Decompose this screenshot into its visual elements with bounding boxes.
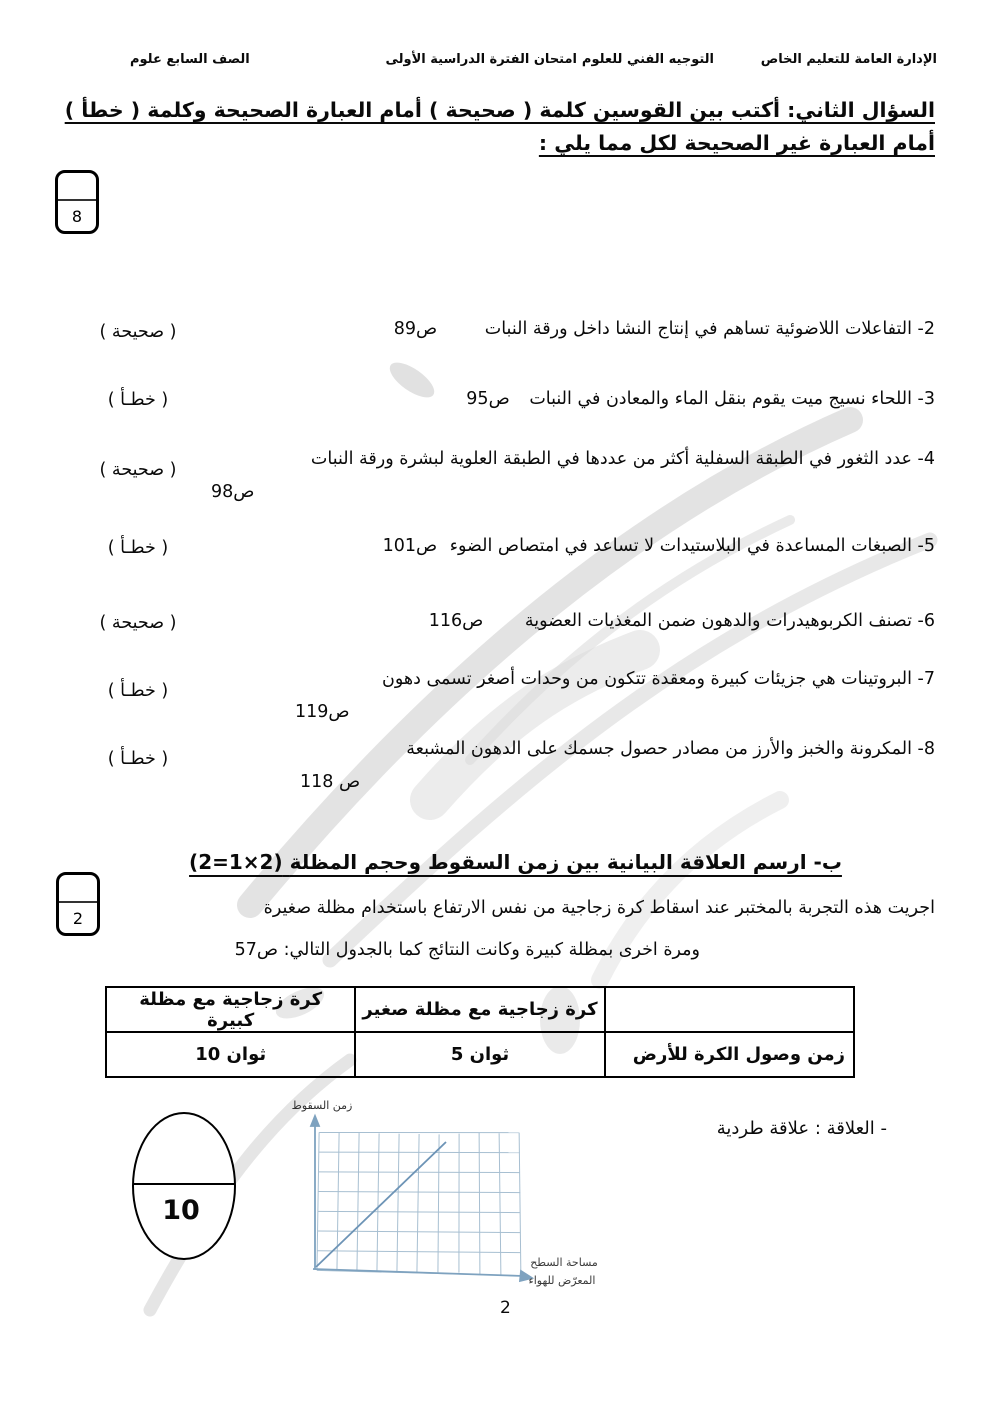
statement-page-ref: ص116 bbox=[428, 611, 484, 631]
header-administration: الإدارة العامة للتعليم الخاص bbox=[760, 52, 937, 67]
statement-item bbox=[195, 738, 935, 792]
total-marks-value: 10 bbox=[162, 1194, 200, 1226]
experiment-intro-line2: ومرة اخرى بمظلة كبيرة وكانت النتائج كما بالجدول التالي: ص57 bbox=[234, 940, 700, 960]
statement-text: 4- عدد الثغور في الطبقة السفلية أكثر من عددها في الطبقة العلوية لبشرة ورقة النبات bbox=[310, 449, 935, 469]
graph-x-axis-label-line2: المعرّض للهواء bbox=[528, 1274, 596, 1287]
statement-answer: ( صحيحة ) bbox=[99, 322, 177, 342]
experiment-intro-line1: اجريت هذه التجربة بالمختبر عند اسقاط كرة زجاجية من نفس الارتفاع باستخدام مظلة صغيرة bbox=[263, 898, 935, 918]
value-big-text: 10 ثوان bbox=[195, 1044, 267, 1065]
table-header-small-parachute: كرة زجاجية مع مظلة صغير bbox=[355, 987, 604, 1032]
table-corner-cell bbox=[605, 987, 854, 1032]
graph-y-axis-label: زمن السقوط bbox=[291, 1099, 353, 1112]
statement-text: 2- التفاعلات اللاضوئية تساهم في إنتاج النشا داخل ورقة النبات bbox=[484, 319, 935, 339]
statement-text: 6- تصنف الكربوهيدرات والدهون ضمن المغذيات العضوية bbox=[524, 611, 935, 631]
statement-page-ref: ص89 bbox=[393, 319, 438, 339]
table-header-big-parachute: كرة زجاجية مع مظلة كبيرة bbox=[106, 987, 355, 1032]
partB-title-text: ب- ارسم العلاقة البيانية بين زمن السقوط وحجم المظلة bbox=[289, 850, 842, 874]
statement-answer: ( خطـأ ) bbox=[107, 681, 169, 701]
total-marks-oval bbox=[132, 1112, 236, 1260]
oval-divider bbox=[134, 1183, 234, 1185]
statement-page-ref: ص98 bbox=[211, 482, 255, 502]
statement-page-ref: ص95 bbox=[466, 389, 510, 409]
partB-title bbox=[150, 850, 877, 874]
value-small-text: 5 ثوان bbox=[450, 1044, 510, 1065]
table-value-big bbox=[106, 1032, 355, 1077]
statement-answer: ( صحيحة ) bbox=[99, 460, 177, 480]
statement-text: 7- البروتينات هي جزيئات كبيرة ومعقدة تتكون من وحدات أصغر تسمى دهون bbox=[381, 669, 935, 689]
header-technical-guidance: التوجيه الفني للعلوم bbox=[581, 52, 714, 67]
graph-x-axis-label-line1: مساحة السطح bbox=[530, 1256, 598, 1269]
statement-text: 3- اللحاء نسيج ميت يقوم بنقل الماء والمعادن في النبات bbox=[529, 389, 935, 409]
relationship-answer: - العلاقة : علاقة طردية bbox=[716, 1118, 887, 1139]
table-data-row bbox=[106, 1032, 854, 1077]
statement-page-ref: ص119 bbox=[295, 702, 350, 722]
statement-answer: ( خطـأ ) bbox=[107, 390, 169, 410]
y-axis-arrow bbox=[311, 1116, 319, 1126]
marks-box-8 bbox=[55, 170, 99, 234]
statement-answer: ( خطـأ ) bbox=[107, 538, 169, 558]
header-exam-period: امتحان الفترة الدراسية الأولى bbox=[385, 52, 577, 67]
statement-text: 8- المكرونة والخبز والأرز من مصادر حصول جسمك على الدهون المشبعة bbox=[406, 739, 935, 759]
statement-text: 5- الصبغات المساعدة في البلاستيدات لا تساعد في امتصاص الضوء bbox=[449, 536, 935, 556]
statement-item bbox=[195, 668, 935, 722]
partB-marks-note: (2=1×2) bbox=[189, 850, 283, 874]
header-grade-subject: الصف السابع علوم bbox=[130, 52, 250, 67]
statement-answer: ( خطـأ ) bbox=[107, 749, 169, 769]
results-table bbox=[105, 986, 855, 1078]
statement-item bbox=[195, 318, 935, 342]
falling-time-graph bbox=[288, 1094, 618, 1322]
marks-box-value: 8 bbox=[71, 206, 83, 226]
graph-grid bbox=[317, 1129, 523, 1275]
statement-page-ref: ص101 bbox=[382, 536, 438, 556]
table-header-row bbox=[106, 987, 854, 1032]
page-number: 2 bbox=[500, 1298, 511, 1318]
table-value-small bbox=[355, 1032, 604, 1077]
marks-box-value: 2 bbox=[72, 908, 84, 928]
statement-item bbox=[195, 610, 935, 634]
question2-title: السؤال الثاني: أكتب بين القوسين كلمة ( صحيحة ) أمام العبارة الصحيحة وكلمة ( خطأ ) أمام العبارة غير الصحيحة لكل مما يلي : bbox=[64, 98, 935, 155]
statement-item bbox=[195, 535, 935, 559]
table-row-label: زمن وصول الكرة للأرض bbox=[605, 1032, 854, 1077]
graph-direct-relationship-line bbox=[316, 1142, 446, 1267]
marks-box-divider bbox=[58, 173, 96, 201]
statement-item bbox=[195, 448, 935, 502]
statement-item bbox=[195, 388, 935, 412]
statement-page-ref: ص 118 bbox=[300, 772, 361, 792]
statement-answer: ( صحيحة ) bbox=[99, 613, 177, 633]
